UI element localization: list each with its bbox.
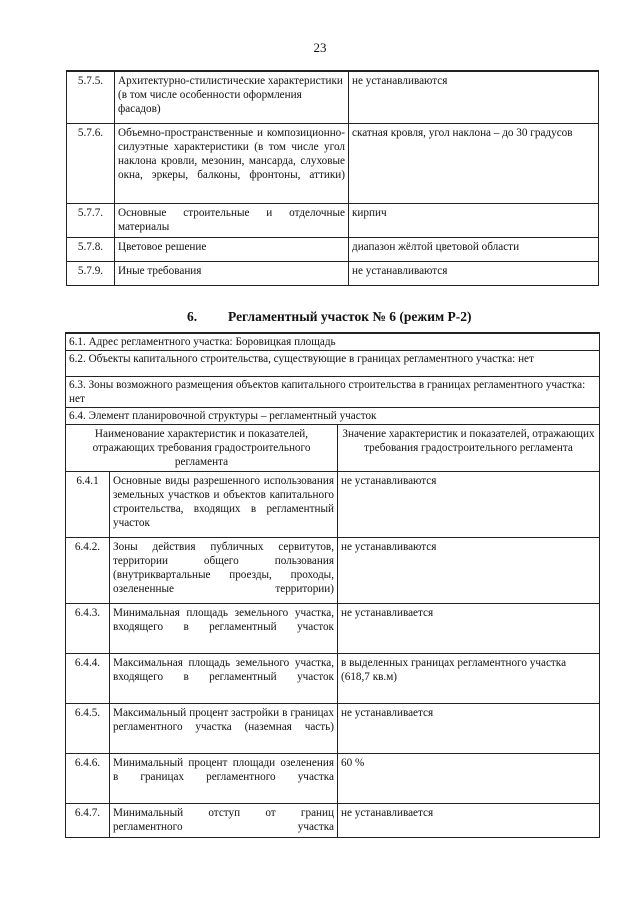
row-name: Основные виды разрешенного использования земельных участков и объектов капитального строительства, входящих в регламентный участок xyxy=(110,472,338,538)
table-row xyxy=(66,704,600,754)
info-row xyxy=(66,351,600,377)
row-value: 60 % xyxy=(338,754,600,804)
row-value: не устанавливается xyxy=(338,604,600,654)
placement-zones: 6.3. Зоны возможного размещения объектов капитального строительства в границах регламентного участка: нет xyxy=(66,377,600,408)
page-number: 23 xyxy=(313,40,327,55)
plot-address: 6.1. Адрес регламентного участка: Боровицкая площадь xyxy=(66,333,600,351)
table-row xyxy=(66,604,600,654)
row-value: не устанавливаются xyxy=(338,538,600,604)
row-name: Зоны действия публичных сервитутов, территории общего пользования (внутриквартальные проезды, проходы, озелененные территории) xyxy=(110,538,338,604)
row-code: 5.7.6. xyxy=(67,123,115,203)
header-right: Значение характеристик и показателей, отражающих требования градостроительного регламента xyxy=(338,425,600,472)
row-name: Минимальный процент площади озеленения в границах регламентного участка xyxy=(110,754,338,804)
row-code: 6.4.7. xyxy=(66,804,110,838)
info-row xyxy=(66,377,600,408)
table-row xyxy=(67,123,599,203)
row-code: 6.4.3. xyxy=(66,604,110,654)
table-row xyxy=(67,203,599,237)
row-value: не устанавливается xyxy=(338,804,600,838)
row-name: Минимальная площадь земельного участка, входящего в регламентный участок xyxy=(110,604,338,654)
table-row xyxy=(66,804,600,838)
planning-element: 6.4. Элемент планировочной структуры – регламентный участок xyxy=(66,408,600,425)
characteristics-table-5-7 xyxy=(66,70,599,286)
row-name: Максимальный процент застройки в границах регламентного участка (наземная часть) xyxy=(110,704,338,754)
row-value: в выделенных границах регламентного участка (618,7 кв.м) xyxy=(338,654,600,704)
row-code: 6.4.4. xyxy=(66,654,110,704)
section-number: 6. xyxy=(187,309,198,324)
row-value: диапазон жёлтой цветовой области xyxy=(349,237,599,261)
row-value: скатная кровля, угол наклона – до 30 градусов xyxy=(349,123,599,203)
row-value: не устанавливаются xyxy=(349,71,599,123)
row-code: 5.7.8. xyxy=(67,237,115,261)
row-value: не устанавливаются xyxy=(338,472,600,538)
row-code: 6.4.6. xyxy=(66,754,110,804)
table-row xyxy=(66,472,600,538)
row-code: 6.4.2. xyxy=(66,538,110,604)
section-title: Регламентный участок № 6 (режим Р-2) xyxy=(228,309,472,324)
row-code: 6.4.5. xyxy=(66,704,110,754)
row-name: Минимальный отступ от границ регламентного участка xyxy=(110,804,338,838)
row-name: Объемно-пространственные и композиционно-силуэтные характеристики (в том числе угол наклона кровли, мезонин, мансарда, слуховые окна, эркеры, балконы, фронтоны, аттики) xyxy=(115,123,349,203)
info-row xyxy=(66,408,600,425)
row-code: 6.4.1 xyxy=(66,472,110,538)
row-value: не устанавливаются xyxy=(349,261,599,285)
regulation-plot-table xyxy=(65,332,600,838)
row-name: Архитектурно-стилистические характеристики (в том числе особенности оформления фасадов) xyxy=(115,71,349,123)
table-row xyxy=(67,71,599,123)
row-name: Цветовое решение xyxy=(115,237,349,261)
row-code: 5.7.7. xyxy=(67,203,115,237)
row-name: Иные требования xyxy=(115,261,349,285)
header-left: Наименование характеристик и показателей, отражающих требования градостроительного регламента xyxy=(66,425,338,472)
row-name: Максимальная площадь земельного участка, входящего в регламентный участок xyxy=(110,654,338,704)
info-row xyxy=(66,333,600,351)
row-value: кирпич xyxy=(349,203,599,237)
row-code: 5.7.5. xyxy=(67,71,115,123)
table-row xyxy=(66,754,600,804)
table-row xyxy=(66,538,600,604)
table-row xyxy=(66,654,600,704)
existing-objects: 6.2. Объекты капитального строительства, существующие в границах регламентного участка: нет xyxy=(66,351,600,377)
table-row xyxy=(67,261,599,285)
table-row xyxy=(67,237,599,261)
row-code: 5.7.9. xyxy=(67,261,115,285)
header-row xyxy=(66,425,600,472)
row-name: Основные строительные и отделочные материалы xyxy=(115,203,349,237)
row-value: не устанавливается xyxy=(338,704,600,754)
